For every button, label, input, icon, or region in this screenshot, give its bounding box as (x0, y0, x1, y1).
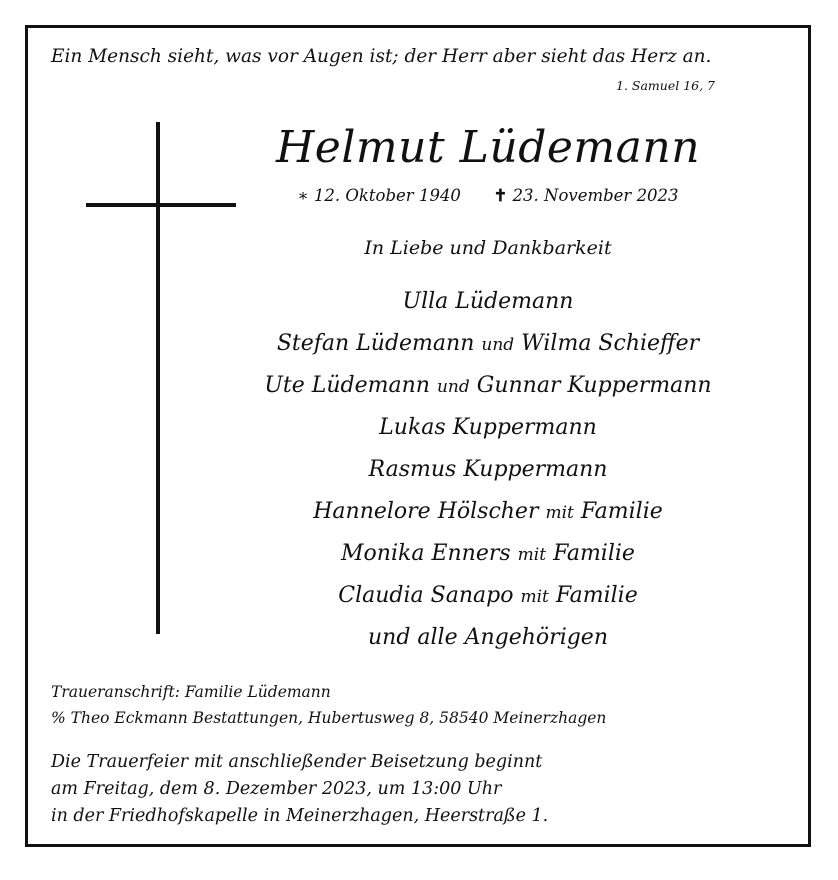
mourner-conjunction: und (481, 335, 515, 355)
mourner-name: Rasmus Kuppermann (368, 457, 608, 482)
mourner-name: Familie (580, 499, 663, 524)
death-date: 23. November 2023 (512, 186, 679, 205)
mourner-name: Gunnar Kuppermann (476, 373, 712, 398)
mourner-conjunction: mit (545, 503, 574, 523)
cross-icon-beam (86, 203, 236, 207)
mourner-name: Wilma Schieffer (521, 331, 700, 356)
ceremony-line: Die Trauerfeier mit anschließender Beisetzung beginnt (51, 752, 543, 772)
mourner-conjunction: mit (520, 587, 549, 607)
mourning-address-label: Traueranschrift: Familie Lüdemann (51, 683, 331, 701)
life-dates (218, 186, 758, 205)
birth-date: 12. Oktober 1940 (313, 186, 461, 205)
cross-icon (156, 122, 160, 634)
mourner-conjunction: und (436, 377, 470, 397)
dedication: In Liebe und Dankbarkeit (364, 237, 612, 259)
mourner-name: und alle Angehörigen (367, 625, 608, 650)
ceremony-line: in der Friedhofskapelle in Meinerzhagen, Heerstraße 1. (51, 806, 549, 826)
death-cross-icon: ✝ (493, 186, 508, 205)
mourner-name: Monika Enners (341, 541, 511, 566)
mourner-line (218, 491, 758, 533)
mourner-name: Familie (555, 583, 638, 608)
mourner-name: Stefan Lüdemann (276, 331, 475, 356)
birth-star-icon: ∗ (297, 186, 309, 205)
mourner-line (218, 575, 758, 617)
mourner-line (218, 533, 758, 575)
mourner-line (218, 365, 758, 407)
ceremony-info (51, 749, 548, 830)
deceased-name: Helmut Lüdemann (275, 122, 701, 173)
obituary-frame (25, 25, 811, 847)
mourner-name: Hannelore Hölscher (313, 499, 539, 524)
mourner-conjunction: mit (517, 545, 547, 565)
mourner-name: Ulla Lüdemann (402, 289, 574, 314)
mourner-line (218, 281, 758, 323)
mourner-name: Familie (553, 541, 635, 566)
mourner-list (218, 281, 758, 659)
mourner-name: Claudia Sanapo (338, 583, 514, 608)
mourner-name: Ute Lüdemann (264, 373, 430, 398)
verse-reference: 1. Samuel 16, 7 (616, 78, 715, 93)
mourner-line (218, 617, 758, 659)
mourner-line (218, 323, 758, 365)
mourning-address: % Theo Eckmann Bestattungen, Hubertusweg 8, 58540 Meinerzhagen (51, 709, 607, 727)
mourner-line (218, 449, 758, 491)
mourner-name: Lukas Kuppermann (379, 415, 597, 440)
ceremony-line: am Freitag, dem 8. Dezember 2023, um 13:00 Uhr (51, 779, 502, 799)
bible-verse: Ein Mensch sieht, was vor Augen ist; der Herr aber sieht das Herz an. (51, 46, 712, 67)
mourner-line (218, 407, 758, 449)
